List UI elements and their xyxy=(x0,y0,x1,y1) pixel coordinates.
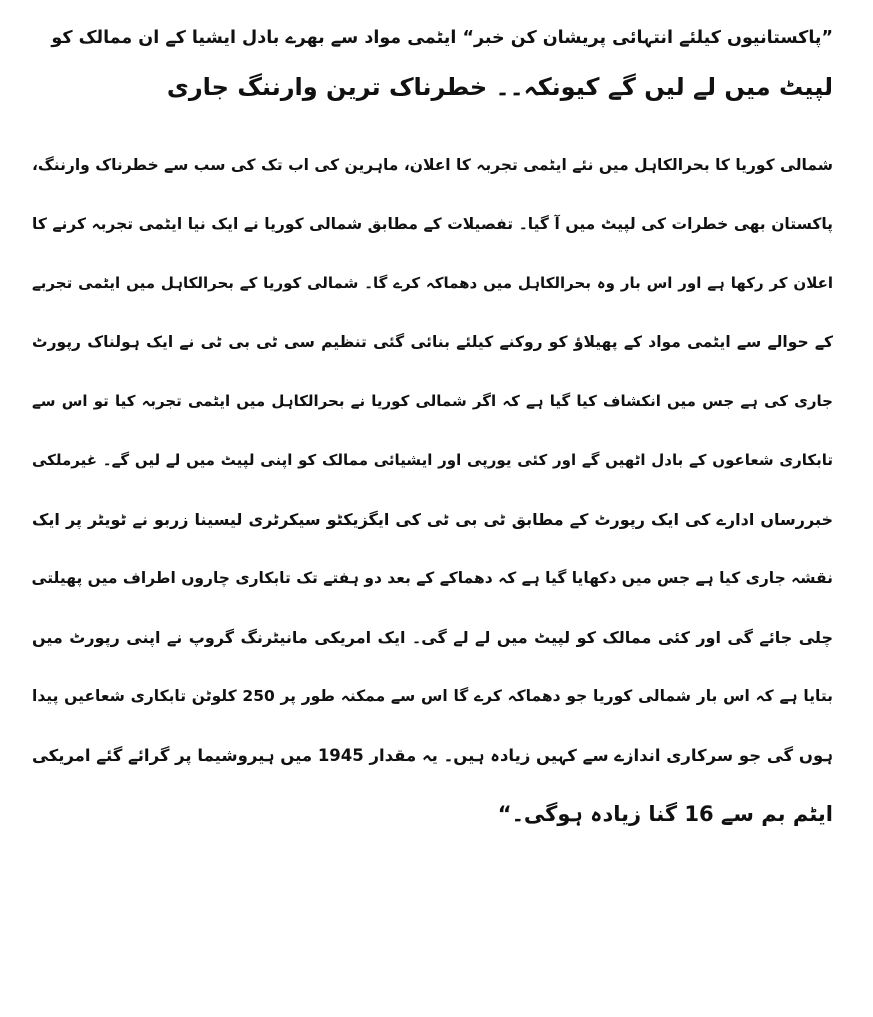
body-line: تابکاری شعاعوں کے بادل اٹھیں گے اور کئی یورپی اور ایشیائی ممالک کو اپنی لپیٹ میں لے لیں گے۔ غیرملکی xyxy=(32,451,833,469)
body-line: خبررساں ادارے کی ایک رپورٹ کے مطابق ٹی بی ٹی کی ایگزیکٹو سیکرٹری لیسینا زربو نے ٹویٹر پر ایک xyxy=(32,510,833,529)
body-line: بتایا ہے کہ اس بار شمالی کوریا جو دھماکہ کرے گا اس سے ممکنہ طور پر 250 کلوٹن تابکاری شعاعیں پیدا xyxy=(32,687,833,705)
body-line: جاری کی ہے جس میں انکشاف کیا گیا ہے کہ اگر شمالی کوریا نے بحرالکاہل میں ایٹمی تجربہ کیا تو اس سے xyxy=(32,392,833,410)
body-line: شمالی کوریا کا بحرالکاہل میں نئے ایٹمی تجربہ کا اعلان، ماہرین کی اب تک کی سب سے خطرناک وارننگ، xyxy=(32,156,833,174)
body-line: چلی جائے گی اور کئی ممالک کو لپیٹ میں لے لے گی۔ ایک امریکی مانیٹرنگ گروپ نے اپنی رپورٹ میں xyxy=(32,628,833,647)
article-headline xyxy=(32,14,833,112)
body-line: ایٹم بم سے 16 گنا زیادہ ہوگی۔“ xyxy=(497,802,833,826)
body-line: پاکستان بھی خطرات کی لپیٹ میں آ گیا۔ تفصیلات کے مطابق شمالی کوریا نے ایک نیا ایٹمی تجربہ کرنے کا xyxy=(32,215,833,233)
body-line: ہوں گی جو سرکاری اندازے سے کہیں زیادہ ہیں۔ یہ مقدار 1945 میں ہیروشیما پر گرائے گئے امریکی xyxy=(31,746,833,765)
headline-line: لپیٹ میں لے لیں گے کیونکہ۔۔ خطرناک ترین وارننگ جاری xyxy=(166,73,833,101)
body-line: نقشہ جاری کیا ہے جس میں دکھایا گیا ہے کہ دھماکے کے بعد دو ہفتے تک تابکاری چاروں اطراف میں پھیلتی xyxy=(31,569,833,587)
body-line: اعلان کر رکھا ہے اور اس بار وہ بحرالکاہل میں دھماکہ کرے گا۔ شمالی کوریا کے بحرالکاہل میں ایٹمی تجربے xyxy=(32,274,833,292)
article-body xyxy=(32,136,833,844)
headline-line: ”پاکستانیوں کیلئے انتہائی پریشان کن خبر“ ایٹمی مواد سے بھرے بادل ایشیا کے ان ممالک کو xyxy=(51,28,833,48)
body-line: کے حوالے سے ایٹمی مواد کے پھیلاؤ کو روکنے کیلئے بنائی گئی تنظیم سی ٹی بی ٹی نے ایک ہولناک رپورٹ xyxy=(32,333,833,351)
